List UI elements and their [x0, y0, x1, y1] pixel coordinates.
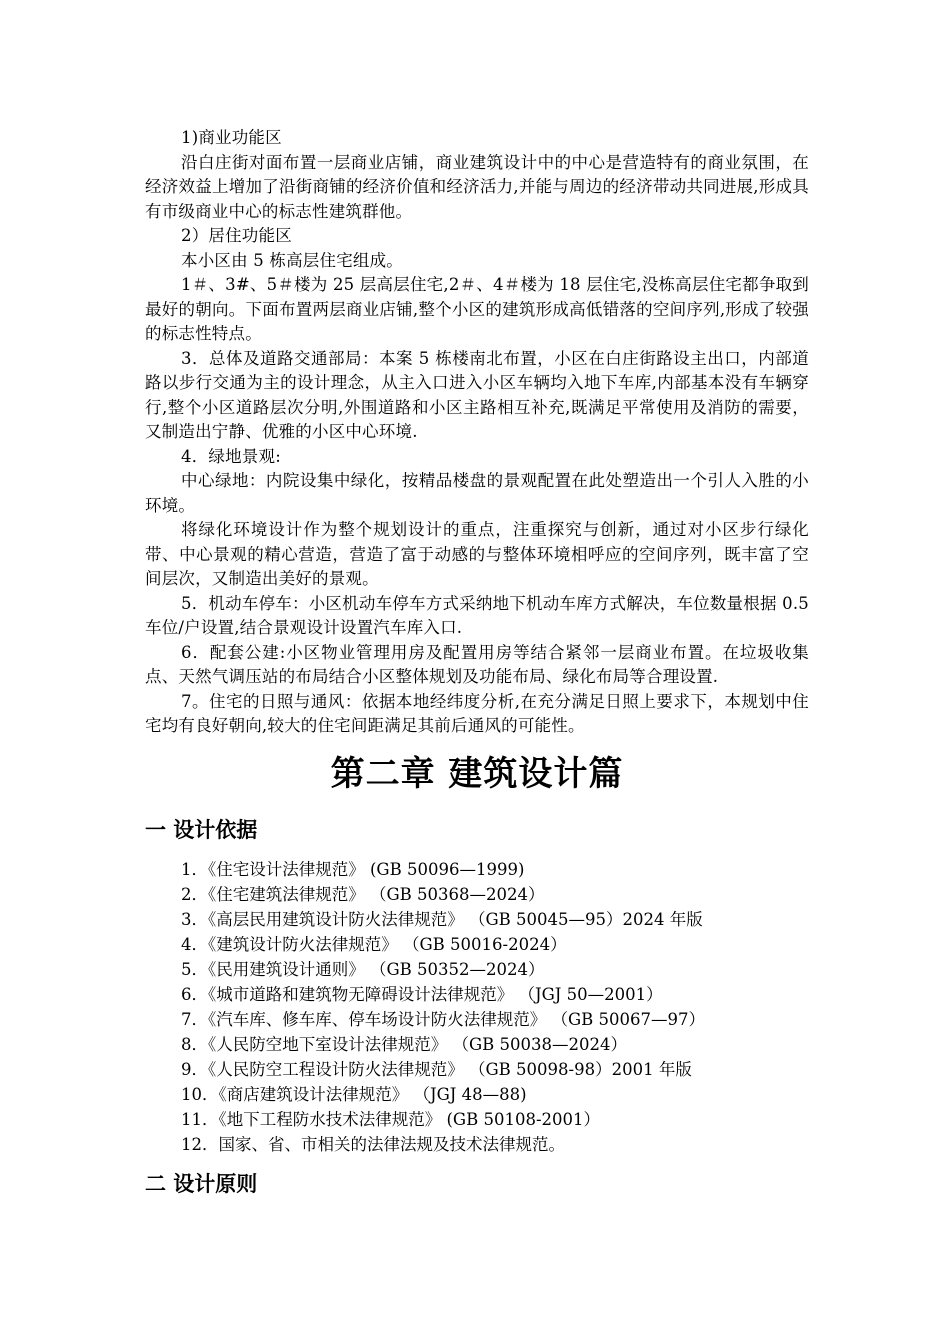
paragraph-road-layout: 3．总体及道路交通部局：本案 5 栋楼南北布置，小区在白庄街路设主出口，内部道路以步行交通为主的设计理念，从主入口进入小区车辆均入地下车库,内部基本没有车辆穿行,整个小区道路层次分明,外围道路和小区主路相互补充,既满足平常使用及消防的需要，又制造出宁静、优雅的小区中心环境. — [145, 348, 809, 441]
list-item: 6．《城市道路和建筑物无障碍设计法律规范》 （JGJ 50—2001） — [181, 984, 663, 1004]
list-item: 2．《住宅建筑法律规范》 （GB 50368—2024） — [181, 884, 545, 904]
list-item: 10．《商店建筑设计法律规范》 （JGJ 48—88) — [181, 1084, 527, 1104]
paragraph-commercial-zone: 沿白庄街对面布置一层商业店铺，商业建筑设计中的中心是营造特有的商业氛围，在经济效益上增加了沿街商铺的经济价值和经济活力,并能与周边的经济带动共同进展,形成具有市级商业中心的标志性建筑群他。 — [145, 152, 809, 221]
paragraph-green-design: 将绿化环境设计作为整个规划设计的重点，注重探究与创新，通过对小区步行绿化带、中心景观的精心营造，营造了富于动感的与整体环境相呼应的空间序列，既丰富了空间层次，又制造出美好的景观。 — [145, 520, 809, 588]
paragraph-residential-count: 本小区由 5 栋高层住宅组成。 — [181, 250, 403, 270]
list-item: 7．《汽车库、修车库、停车场设计防火法律规范》 （GB 50067—97） — [181, 1009, 706, 1029]
paragraph-residential-zone-heading: 2）居住功能区 — [181, 226, 292, 245]
list-item: 4．《建筑设计防火法律规范》 （GB 50016-2024） — [181, 934, 567, 954]
list-item: 9．《人民防空工程设计防火法律规范》 （GB 50098-98）2001 年版 — [181, 1059, 692, 1079]
reference-list — [145, 857, 809, 1157]
paragraph-commercial-zone-heading: 1)商业功能区 — [181, 128, 282, 147]
list-item: 8．《人民防空地下室设计法律规范》 （GB 50038—2024） — [181, 1034, 628, 1054]
list-item: 12．国家、省、市相关的法律法规及技术法律规范。 — [181, 1134, 565, 1154]
paragraph-public-facilities: 6．配套公建:小区物业管理用房及配置用房等结合紧邻一层商业布置。在垃圾收集点、天然气调压站的布局结合小区整体规划及功能布局、绿化布局等合理设置. — [145, 642, 809, 686]
list-item: 1．《住宅设计法律规范》 (GB 50096—1999) — [181, 859, 525, 879]
list-item: 3．《高层民用建筑设计防火法律规范》 （GB 50045—95）2024 年版 — [181, 909, 703, 929]
chapter-title: 第二章 建筑设计篇 — [330, 753, 624, 794]
paragraph-sunlight-ventilation: 7。住宅的日照与通风：依据本地经纬度分析,在充分满足日照上要求下，本规划中住宅均有良好朝向,较大的住宅间距满足其前后通风的可能性。 — [145, 691, 809, 735]
paragraph-green-heading: 4．绿地景观: — [181, 446, 281, 466]
section-heading-design-principles: 二 设计原则 — [145, 1171, 258, 1196]
list-item: 5．《民用建筑设计通则》 （GB 50352—2024） — [181, 959, 545, 979]
section-heading-design-basis: 一 设计依据 — [145, 817, 258, 842]
paragraph-parking: 5．机动车停车：小区机动车停车方式采纳地下机动车库方式解决，车位数量根据 0.5 车位/户设置,结合景观设计设置汽车库入口. — [145, 593, 809, 637]
paragraph-central-green: 中心绿地：内院设集中绿化，按精品楼盘的景观配置在此处塑造出一个引人入胜的小环境。 — [145, 471, 809, 515]
paragraph-buildings: 1＃、3#、5＃楼为 25 层高层住宅,2＃、4＃楼为 18 层住宅,没栋高层住宅都争取到最好的朝向。下面布置两层商业店铺,整个小区的建筑形成高低错落的空间序列,形成了较强的标志性特点。 — [145, 275, 809, 343]
document-page — [145, 126, 809, 1199]
list-item: 11．《地下工程防水技术法律规范》 (GB 50108-2001） — [181, 1109, 601, 1129]
